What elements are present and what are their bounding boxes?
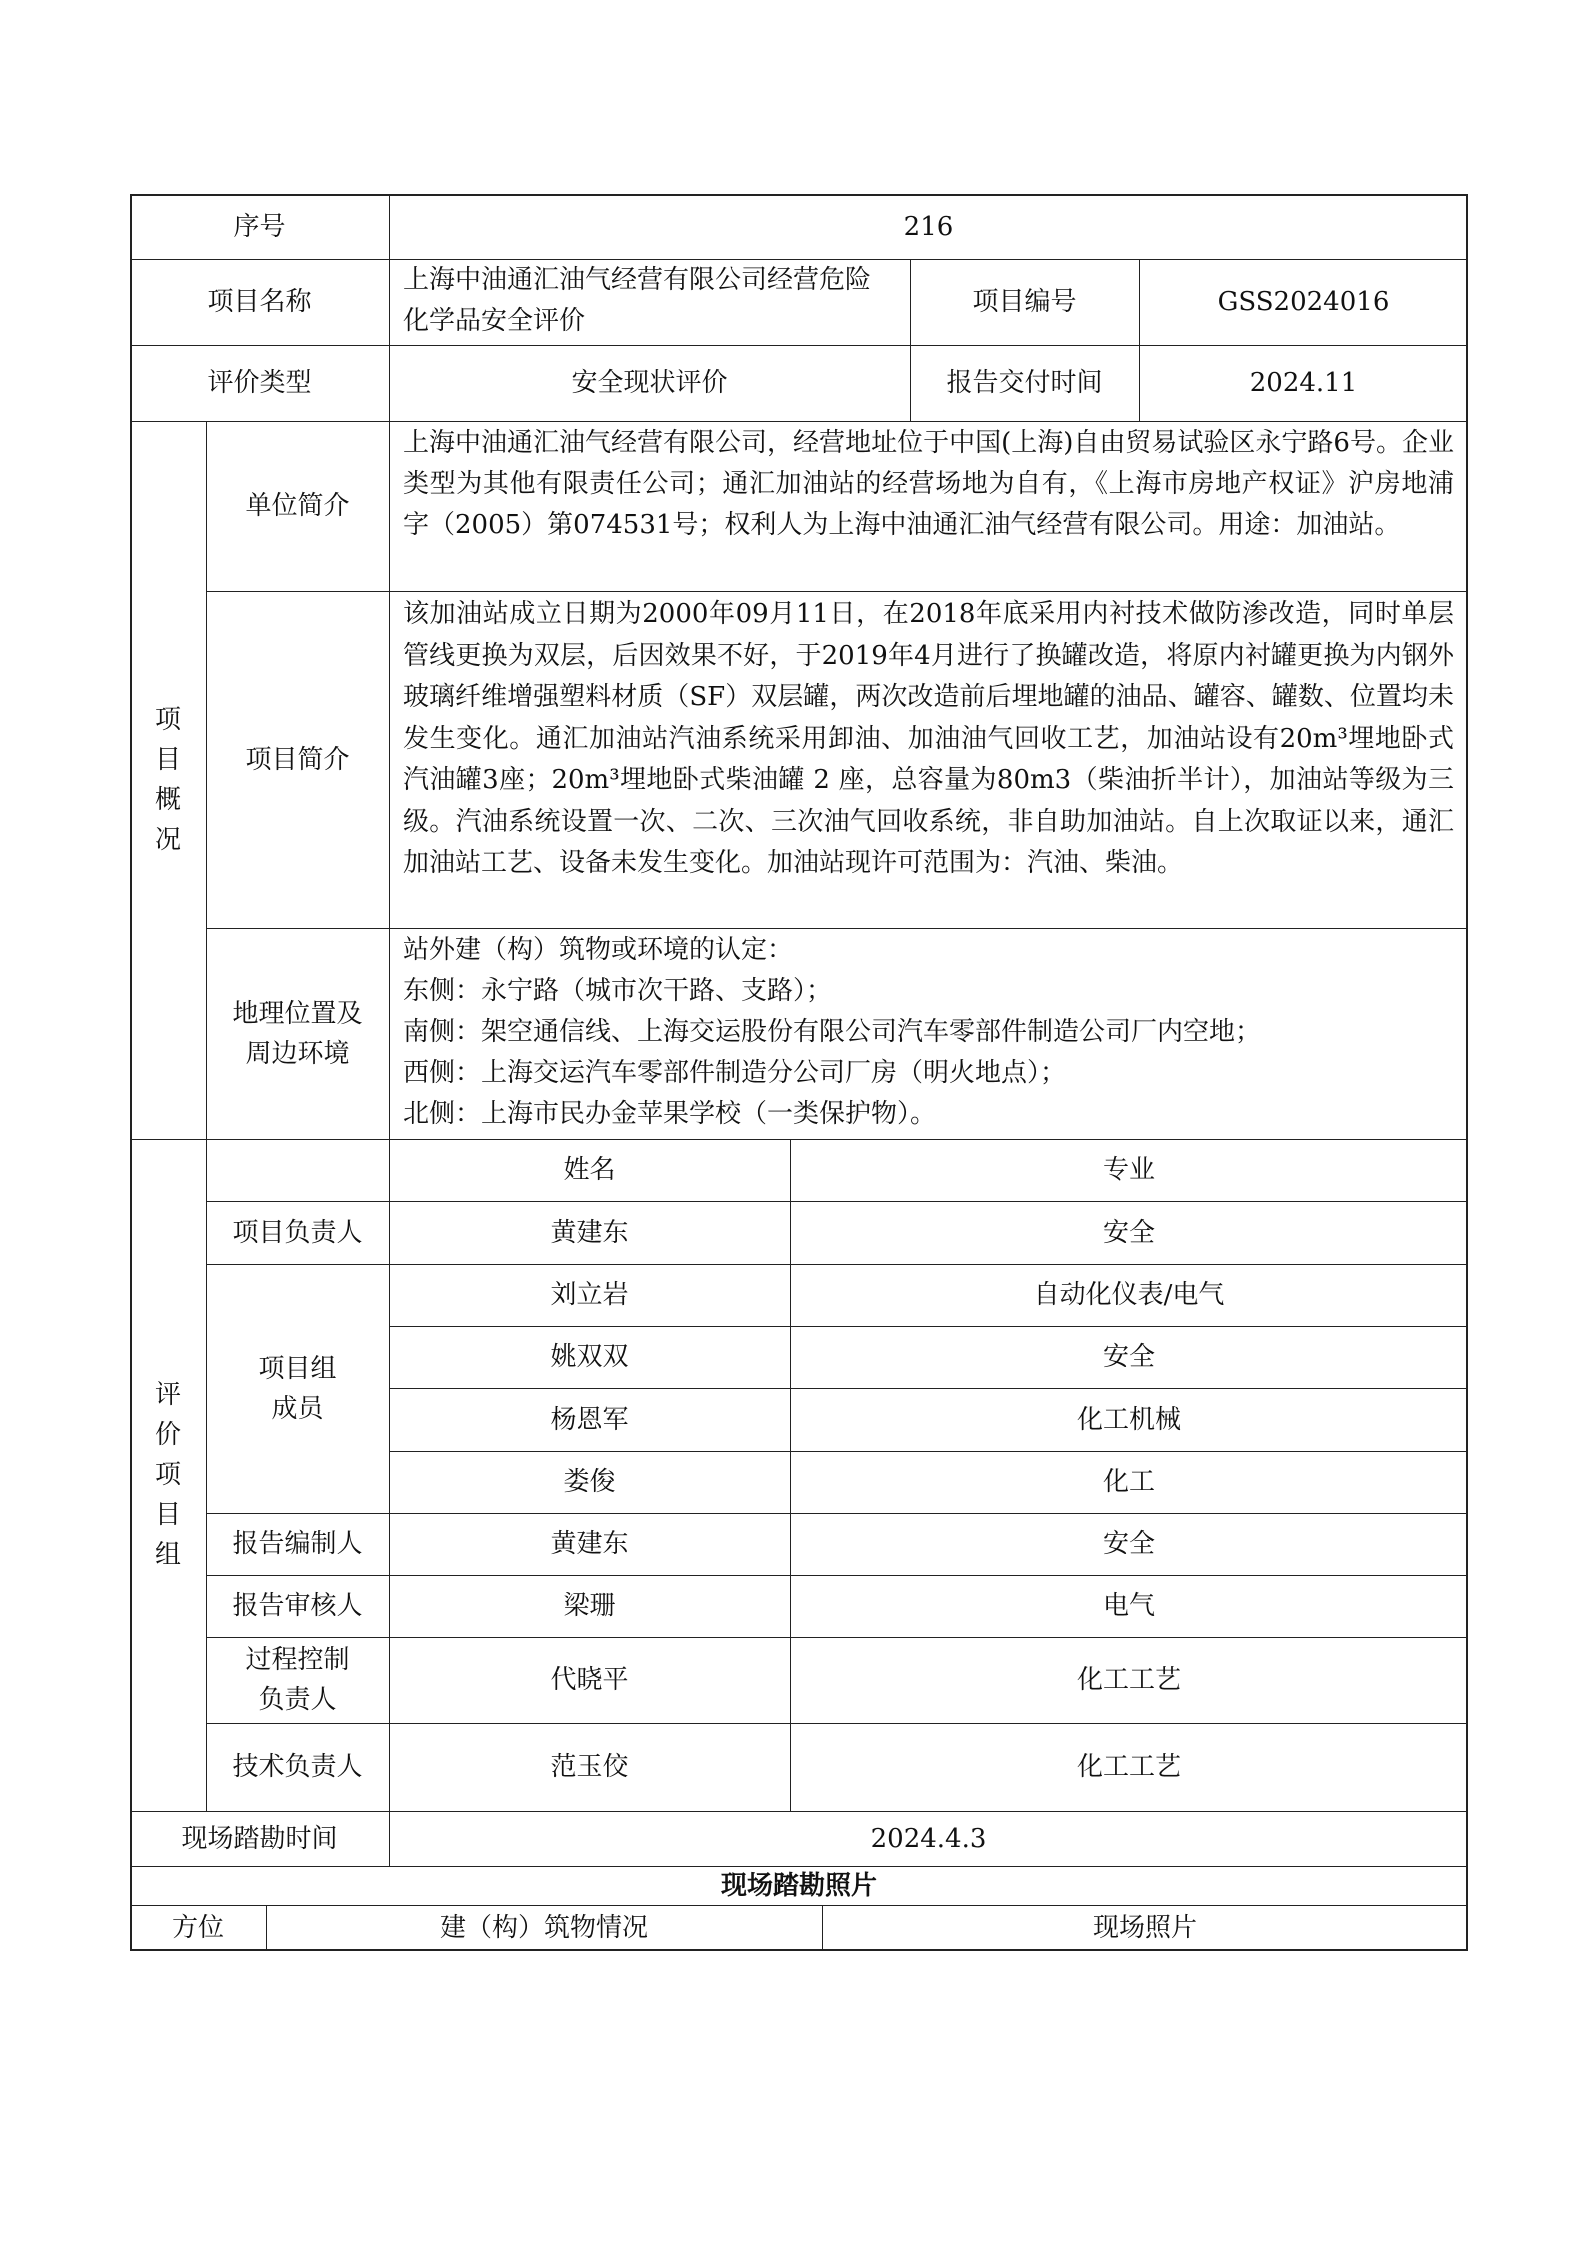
member-name: 娄俊	[563, 1467, 616, 1497]
reviewer-name: 梁珊	[563, 1591, 616, 1621]
project-code-label: 项目编号	[972, 287, 1077, 317]
table-rule	[206, 928, 1468, 929]
tech-lead-label: 技术负责人	[232, 1752, 363, 1782]
members-label: 项目组 成员	[258, 1353, 337, 1424]
team-group-label: 评 价 项 目 组	[154, 1380, 181, 1570]
col-photo-header: 现场照片	[1092, 1913, 1197, 1943]
member-major: 安全	[1102, 1342, 1155, 1372]
project-code-value: GSS2024016	[1217, 287, 1390, 317]
project-name-value: 上海中油通汇油气经营有限公司经营危险化学品安全评价	[403, 265, 872, 336]
author-major: 安全	[1102, 1529, 1155, 1559]
geo-line: 东侧：永宁路（城市次干路、支路）；	[403, 976, 833, 1006]
author-name: 黄建东	[550, 1529, 629, 1559]
delivery-date-label: 报告交付时间	[946, 368, 1103, 398]
geo-line: 南侧：架空通信线、上海交运股份有限公司汽车零部件制造公司厂内空地；	[403, 1017, 1262, 1047]
reviewer-major: 电气	[1102, 1591, 1155, 1621]
geo-line: 站外建（构）筑物或环境的认定：	[403, 935, 794, 965]
eval-type-value: 安全现状评价	[571, 368, 728, 398]
member-name: 姚双双	[550, 1342, 629, 1372]
col-building-header: 建（构）筑物情况	[439, 1913, 648, 1943]
col-direction-header: 方位	[171, 1913, 224, 1943]
leader-label: 项目负责人	[232, 1217, 363, 1248]
geo-text	[389, 930, 1468, 1135]
eval-type-label: 评价类型	[207, 368, 312, 398]
site-visit-date: 2024.4.3	[870, 1823, 987, 1854]
member-major: 自动化仪表/电气	[1033, 1280, 1225, 1310]
site-visit-label: 现场踏勘时间	[181, 1823, 338, 1854]
project-intro-text: 该加油站成立日期为2000年09月11日，在2018年底采用内衬技术做防渗改造，同时单层管线更换为双层，后因效果不好，于2019年4月进行了换罐改造，将原内衬罐更换为内钢外玻璃纤维增强塑料材质（SF）双层罐，两次改造前后埋地罐的油品、罐容、罐数、位置均未发生变化。通汇加油站汽油系统采用卸油、加油油气回收工艺，加油站设有20m³埋地卧式汽油罐3座；20m³埋地卧式柴油罐 2 座，总容量为80m3（柴油折半计），加油站等级为三级。汽油系统设置一次、二次、三次油气回收系统，非自助加油站。自上次取证以来，通汇加油站工艺、设备未发生变化。加油站现许可范围为：汽油、柴油。	[403, 599, 1454, 878]
member-major: 化工机械	[1076, 1404, 1181, 1435]
table-rule	[206, 591, 1468, 592]
leader-name: 黄建东	[550, 1217, 629, 1248]
tech-lead-major: 化工工艺	[1076, 1752, 1181, 1782]
geo-line: 西侧：上海交运汽车零部件制造分公司厂房（明火地点）；	[403, 1058, 1067, 1088]
col-major-header: 专业	[1102, 1155, 1155, 1185]
col-name-header: 姓名	[563, 1155, 616, 1185]
tech-lead-name: 范玉佼	[550, 1752, 629, 1782]
project-name-label: 项目名称	[207, 287, 312, 317]
unit-intro-label: 单位简介	[245, 491, 350, 521]
geo-label: 地理位置及周边环境	[232, 998, 363, 1069]
process-control-name: 代晓平	[550, 1665, 629, 1695]
serial-label: 序号	[233, 211, 286, 242]
site-photos-heading: 现场踏勘照片	[720, 1870, 877, 1901]
geo-line: 北侧：上海市民办金苹果学校（一类保护物）。	[403, 1099, 937, 1129]
reviewer-label: 报告审核人	[232, 1591, 363, 1621]
author-label: 报告编制人	[232, 1529, 363, 1559]
serial-value: 216	[903, 211, 954, 242]
process-control-major: 化工工艺	[1076, 1665, 1181, 1695]
member-name: 刘立岩	[550, 1280, 629, 1310]
unit-intro-text: 上海中油通汇油气经营有限公司，经营地址位于中国(上海)自由贸易试验区永宁路6号。企业类型为其他有限责任公司；通汇加油站的经营场地为自有，《上海市房地产权证》沪房地浦字（2005）第074531号；权利人为上海中油通汇油气经营有限公司。用途：加油站。	[403, 428, 1454, 540]
member-name: 杨恩军	[550, 1404, 629, 1435]
delivery-date-value: 2024.11	[1249, 368, 1358, 398]
leader-major: 安全	[1102, 1217, 1155, 1248]
overview-group-label: 项 目 概 况	[154, 705, 181, 855]
project-intro-label: 项目简介	[245, 744, 350, 775]
member-major: 化工	[1102, 1467, 1155, 1497]
process-control-label: 过程控制 负责人	[245, 1645, 350, 1715]
